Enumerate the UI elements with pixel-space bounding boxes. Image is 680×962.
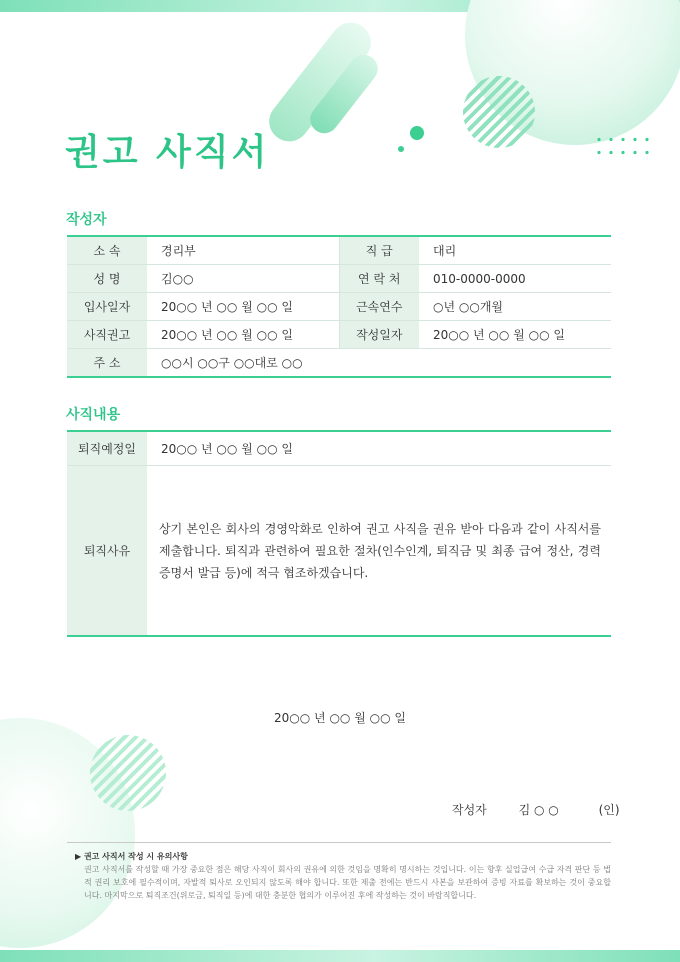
recommend-date-value[interactable]: 20○○ 년 ○○ 월 ○○ 일 bbox=[147, 321, 339, 349]
position-value[interactable]: 대리 bbox=[419, 236, 611, 265]
content-section-heading: 사직내용 bbox=[66, 407, 121, 423]
content-table bbox=[67, 430, 611, 637]
field-label: 연 락 처 bbox=[339, 265, 419, 293]
name-value[interactable]: 김○○ bbox=[147, 265, 339, 293]
decorative-dot bbox=[410, 126, 424, 140]
table-row bbox=[67, 265, 611, 293]
field-label: 퇴직예정일 bbox=[67, 431, 147, 466]
striped-circle bbox=[463, 76, 535, 148]
signer-line bbox=[452, 801, 620, 818]
table-row bbox=[67, 466, 611, 637]
field-label: 직 급 bbox=[339, 236, 419, 265]
table-row bbox=[67, 293, 611, 321]
contact-value[interactable]: 010-0000-0000 bbox=[419, 265, 611, 293]
table-row bbox=[67, 349, 611, 378]
written-date-value[interactable]: 20○○ 년 ○○ 월 ○○ 일 bbox=[419, 321, 611, 349]
reason-text[interactable]: 상기 본인은 회사의 경영악화로 인하여 권고 사직을 권유 받아 다음과 같이 사직서를 제출합니다. 퇴직과 관련하여 필요한 절차(인수인계, 퇴직금 및 최종 급여 정산, 경력증명서 발급 등)에 적극 협조하겠습니다. bbox=[159, 521, 601, 580]
address-value[interactable]: ○○시 ○○구 ○○대로 ○○ bbox=[161, 356, 303, 370]
writer-name: 김 ○ ○ bbox=[518, 803, 559, 817]
hire-date-value[interactable]: 20○○ 년 ○○ 월 ○○ 일 bbox=[147, 293, 339, 321]
retire-date-value[interactable]: 20○○ 년 ○○ 월 ○○ 일 bbox=[147, 431, 611, 466]
notice-title: ▶ 권고 사직서 작성 시 유의사항 bbox=[75, 852, 188, 861]
document-title: 권고 사직서 bbox=[65, 132, 270, 173]
notice-body: 권고 사직서를 작성할 때 가장 중요한 점은 해당 사직이 회사의 권유에 의한 것임을 명확히 명시하는 것입니다. 이는 향후 실업급여 수급 자격 판단 등 법적 권리 보호에 필수적이며, 자발적 퇴사로 오인되지 않도록 해야 합니다. 또한 제출 전에는 반드시 사본을 보관하여 증빙 자료를 확보하는 것이 중요합니다. 마지막으로 퇴직조건(위로금, 퇴직일 등)에 대한 충분한 협의가 이루어진 후에 작성하는 것이 바람직합니다. bbox=[84, 865, 611, 900]
table-row bbox=[67, 236, 611, 265]
bottom-accent-bar bbox=[0, 950, 680, 962]
field-label: 퇴직사유 bbox=[67, 466, 147, 637]
department-value[interactable]: 경리부 bbox=[147, 236, 339, 265]
table-row bbox=[67, 321, 611, 349]
field-label: 작성일자 bbox=[339, 321, 419, 349]
field-label: 근속연수 bbox=[339, 293, 419, 321]
dot-grid bbox=[593, 133, 655, 163]
table-row bbox=[67, 431, 611, 466]
striped-circle-bottom bbox=[90, 735, 166, 811]
signature-date: 20○○ 년 ○○ 월 ○○ 일 bbox=[274, 711, 406, 725]
field-label: 주 소 bbox=[67, 349, 147, 378]
field-label: 사직권고 bbox=[67, 321, 147, 349]
field-label: 성 명 bbox=[67, 265, 147, 293]
field-label: 입사일자 bbox=[67, 293, 147, 321]
notice-box bbox=[67, 842, 611, 902]
field-label: 소 속 bbox=[67, 236, 147, 265]
seal-mark: (인) bbox=[598, 803, 620, 817]
author-table bbox=[67, 235, 611, 378]
decorative-dot-small bbox=[398, 146, 404, 152]
writer-label: 작성자 bbox=[452, 803, 487, 817]
author-section-heading: 작성자 bbox=[66, 212, 107, 228]
tenure-value[interactable]: ○년 ○○개월 bbox=[419, 293, 611, 321]
